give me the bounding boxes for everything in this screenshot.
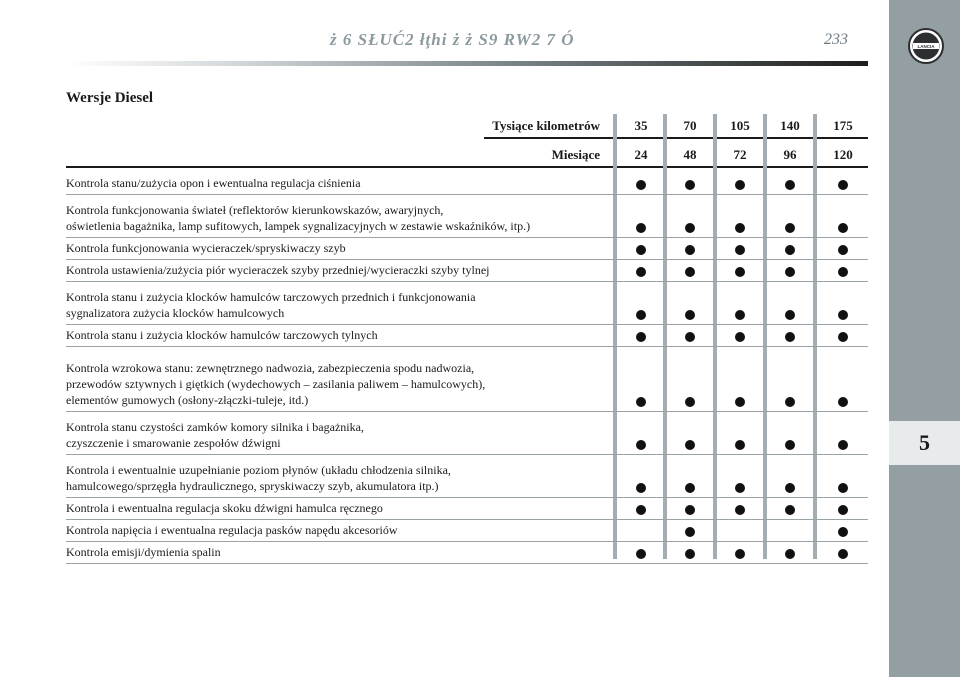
check-dot-icon [735, 483, 745, 493]
row-description-line: Kontrola stanu czystości zamków komory silnika i bagażnika, [66, 420, 364, 434]
row-description-line: przewodów sztywnych i giętkich (wydechowych – zasilania paliwem – hamulcowych), [66, 377, 486, 391]
table-row [66, 172, 868, 195]
row-description-line: elementów gumowych (osłony-złączki-tuleje, itd.) [66, 393, 309, 407]
row-description-line: Kontrola i ewentualna regulacja skoku dźwigni hamulca ręcznego [66, 501, 383, 515]
check-dot-icon [685, 223, 695, 233]
check-dot-icon [636, 267, 646, 277]
month-value-1: 48 [683, 147, 697, 162]
check-dot-icon [685, 483, 695, 493]
check-dot-icon [636, 397, 646, 407]
check-dot-icon [785, 310, 795, 320]
row-description [66, 202, 606, 234]
months-label: Miesiące [551, 147, 600, 162]
months-header-rule [66, 166, 868, 168]
check-dot-icon [636, 180, 646, 190]
header-title: ż 6 SŁUĆ2 łţhi ż ż S9 RW2 7 Ó [330, 30, 575, 49]
table-row [66, 324, 868, 347]
row-description [66, 544, 606, 560]
check-dot-icon [685, 505, 695, 515]
check-dot-icon [785, 332, 795, 342]
check-dot-icon [685, 267, 695, 277]
month-value-3: 96 [783, 147, 797, 162]
row-description [66, 360, 606, 408]
check-dot-icon [735, 245, 745, 255]
row-description [66, 327, 606, 343]
table-row [66, 454, 868, 498]
table-row [66, 194, 868, 238]
check-dot-icon [636, 332, 646, 342]
row-description-line: Kontrola ustawienia/zużycia piór wycieraczek szyby przedniej/wycieraczki szyby tylnej [66, 263, 490, 277]
check-dot-icon [838, 245, 848, 255]
check-dot-icon [785, 483, 795, 493]
row-description-line: Kontrola funkcjonowania świateł (reflektorów kierunkowskazów, awaryjnych, [66, 203, 444, 217]
row-description-line: Kontrola wzrokowa stanu: zewnętrznego nadwozia, zabezpieczenia spodu nadwozia, [66, 361, 475, 375]
logo-text: LANCIA [917, 44, 935, 49]
check-dot-icon [735, 440, 745, 450]
row-description-line: hamulcowego/sprzęgła hydraulicznego, spryskiwaczy szyb, akumulatora itp.) [66, 479, 439, 493]
km-header-rule [484, 137, 868, 139]
row-description-line: czyszczenie i smarowanie zespołów dźwigni [66, 436, 281, 450]
check-dot-icon [636, 245, 646, 255]
check-dot-icon [685, 440, 695, 450]
row-description [66, 500, 606, 516]
table-row [66, 541, 868, 564]
table-row [66, 411, 868, 455]
check-dot-icon [735, 505, 745, 515]
chapter-tab[interactable]: 5 [889, 421, 960, 465]
row-description [66, 522, 606, 538]
check-dot-icon [785, 549, 795, 559]
row-description [66, 175, 606, 191]
km-label: Tysiące kilometrów [492, 118, 600, 133]
row-description-line: Kontrola stanu i zużycia klocków hamulców tarczowych przednich i funkcjonowania [66, 290, 476, 304]
check-dot-icon [838, 332, 848, 342]
check-dot-icon [785, 245, 795, 255]
km-value-2: 105 [730, 118, 750, 133]
check-dot-icon [838, 483, 848, 493]
check-dot-icon [636, 310, 646, 320]
section-title: Wersje Diesel [66, 90, 154, 106]
lancia-logo-icon [907, 27, 945, 65]
check-dot-icon [785, 267, 795, 277]
month-value-0: 24 [634, 147, 648, 162]
table-row [66, 497, 868, 520]
row-description [66, 240, 606, 256]
table-row [66, 281, 868, 325]
check-dot-icon [685, 180, 695, 190]
row-description [66, 462, 606, 494]
check-dot-icon [685, 332, 695, 342]
km-value-0: 35 [634, 118, 648, 133]
check-dot-icon [636, 223, 646, 233]
km-value-1: 70 [683, 118, 697, 133]
check-dot-icon [636, 505, 646, 515]
row-description-line: sygnalizatora zużycia klocków hamulcowych [66, 306, 285, 320]
check-dot-icon [838, 310, 848, 320]
row-description [66, 419, 606, 451]
table-row [66, 259, 868, 282]
check-dot-icon [685, 310, 695, 320]
check-dot-icon [838, 397, 848, 407]
table-row [66, 346, 868, 412]
km-value-3: 140 [780, 118, 800, 133]
check-dot-icon [636, 549, 646, 559]
check-dot-icon [838, 440, 848, 450]
check-dot-icon [785, 223, 795, 233]
check-dot-icon [735, 332, 745, 342]
check-dot-icon [838, 527, 848, 537]
check-dot-icon [735, 310, 745, 320]
check-dot-icon [838, 549, 848, 559]
check-dot-icon [838, 505, 848, 515]
row-description-line: Kontrola stanu i zużycia klocków hamulców tarczowych tylnych [66, 328, 378, 342]
check-dot-icon [636, 440, 646, 450]
header-rule [66, 61, 868, 66]
row-description [66, 262, 606, 278]
row-description-line: Kontrola emisji/dymienia spalin [66, 545, 221, 559]
check-dot-icon [735, 180, 745, 190]
check-dot-icon [785, 505, 795, 515]
side-panel [889, 0, 960, 677]
check-dot-icon [735, 397, 745, 407]
row-description-line: Kontrola funkcjonowania wycieraczek/spryskiwaczy szyb [66, 241, 346, 255]
check-dot-icon [735, 549, 745, 559]
row-description-line: oświetlenia bagażnika, lamp sufitowych, lampek sygnalizacyjnych w zestawie wskaźników, itp.) [66, 219, 531, 233]
row-description [66, 289, 606, 321]
check-dot-icon [685, 549, 695, 559]
check-dot-icon [838, 223, 848, 233]
check-dot-icon [685, 527, 695, 537]
check-dot-icon [838, 267, 848, 277]
month-value-4: 120 [833, 147, 853, 162]
check-dot-icon [785, 180, 795, 190]
check-dot-icon [838, 180, 848, 190]
check-dot-icon [785, 440, 795, 450]
table-row [66, 519, 868, 542]
row-description-line: Kontrola napięcia i ewentualna regulacja pasków napędu akcesoriów [66, 523, 398, 537]
page-number: 233 [824, 31, 848, 48]
km-value-4: 175 [833, 118, 853, 133]
check-dot-icon [735, 267, 745, 277]
table-row [66, 237, 868, 260]
check-dot-icon [785, 397, 795, 407]
row-description-line: Kontrola stanu/zużycia opon i ewentualna regulacja ciśnienia [66, 176, 361, 190]
check-dot-icon [735, 223, 745, 233]
check-dot-icon [685, 245, 695, 255]
check-dot-icon [636, 483, 646, 493]
row-description-line: Kontrola i ewentualnie uzupełnianie poziom płynów (układu chłodzenia silnika, [66, 463, 451, 477]
check-dot-icon [685, 397, 695, 407]
month-value-2: 72 [733, 147, 747, 162]
